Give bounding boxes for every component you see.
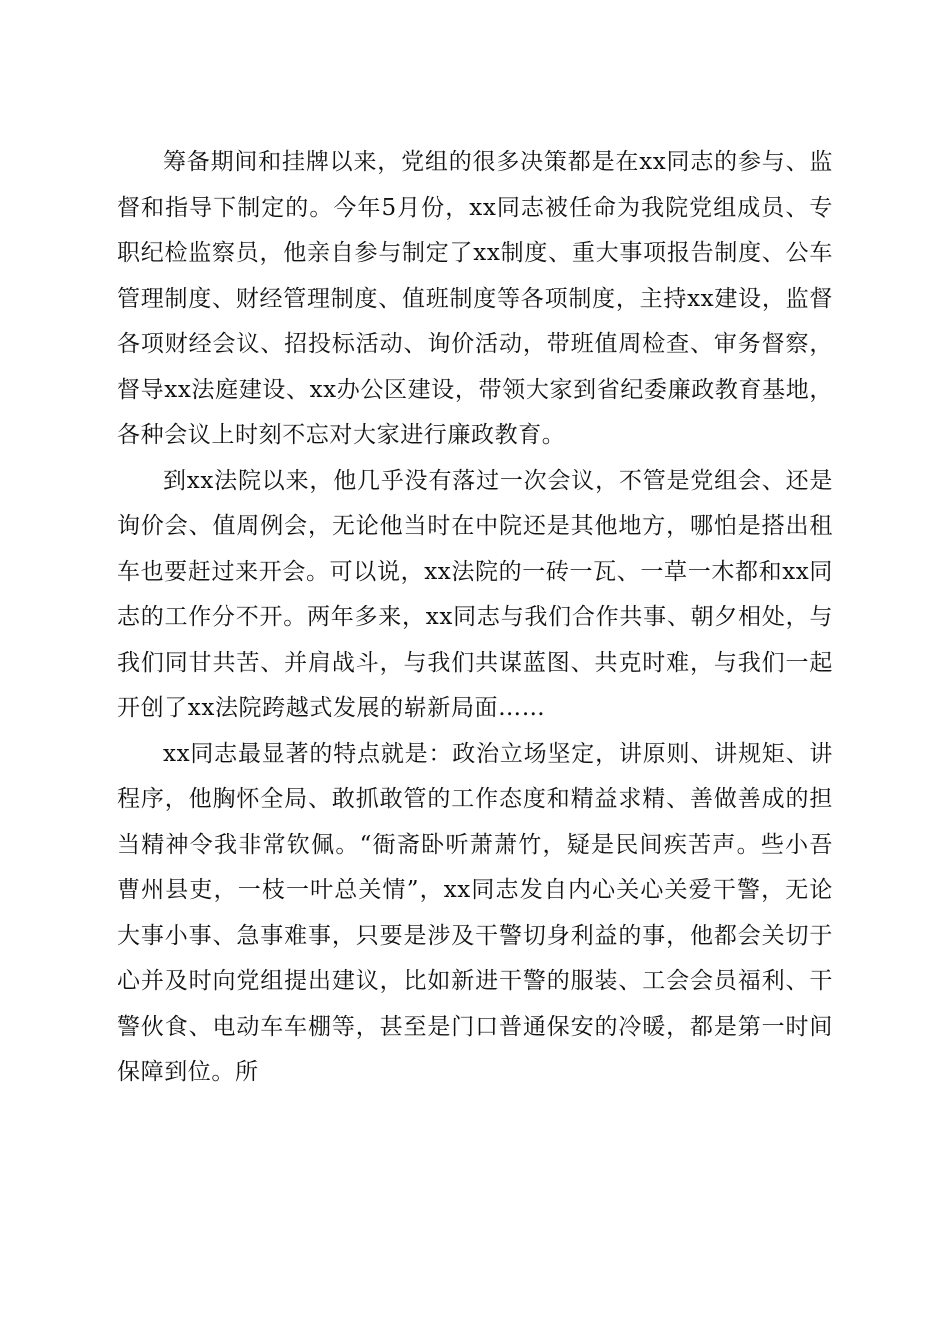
document-body (117, 140, 833, 1096)
paragraph-2: 到xx法院以来，他几乎没有落过一次会议，不管是党组会、还是询价会、值周例会，无论他当时在中院还是其他地方，哪怕是搭出租车也要赶过来开会。可以说，xx法院的一砖一瓦、一草一木都和xx同志的工作分不开。两年多来，xx同志与我们合作共事、朝夕相处，与我们同甘共苦、并肩战斗，与我们共谋蓝图、共克时难，与我们一起开创了xx法院跨越式发展的崭新局面…… (117, 467, 833, 721)
paragraph-1: 筹备期间和挂牌以来，党组的很多决策都是在xx同志的参与、监督和指导下制定的。今年5月份，xx同志被任命为我院党组成员、专职纪检监察员，他亲自参与制定了xx制度、重大事项报告制度、公车管理制度、财经管理制度、值班制度等各项制度，主持xx建设，监督各项财经会议、招投标活动、询价活动，带班值周检查、审务督察，督导xx法庭建设、xx办公区建设，带领大家到省纪委廉政教育基地，各种会议上时刻不忘对大家进行廉政教育。 (117, 149, 833, 448)
paragraph-3: xx同志最显著的特点就是：政治立场坚定，讲原则、讲规矩、讲程序，他胸怀全局、敢抓敢管的工作态度和精益求精、善做善成的担当精神令我非常钦佩。“衙斋卧听萧萧竹，疑是民间疾苦声。些小吾曹州县吏，一枝一叶总关情”，xx同志发自内心关心关爱干警，无论大事小事、急事难事，只要是涉及干警切身利益的事，他都会关切于心并及时向党组提出建议，比如新进干警的服装、工会会员福利、干警伙食、电动车车棚等，甚至是门口普通保安的冷暖，都是第一时间保障到位。所 (117, 740, 833, 1085)
